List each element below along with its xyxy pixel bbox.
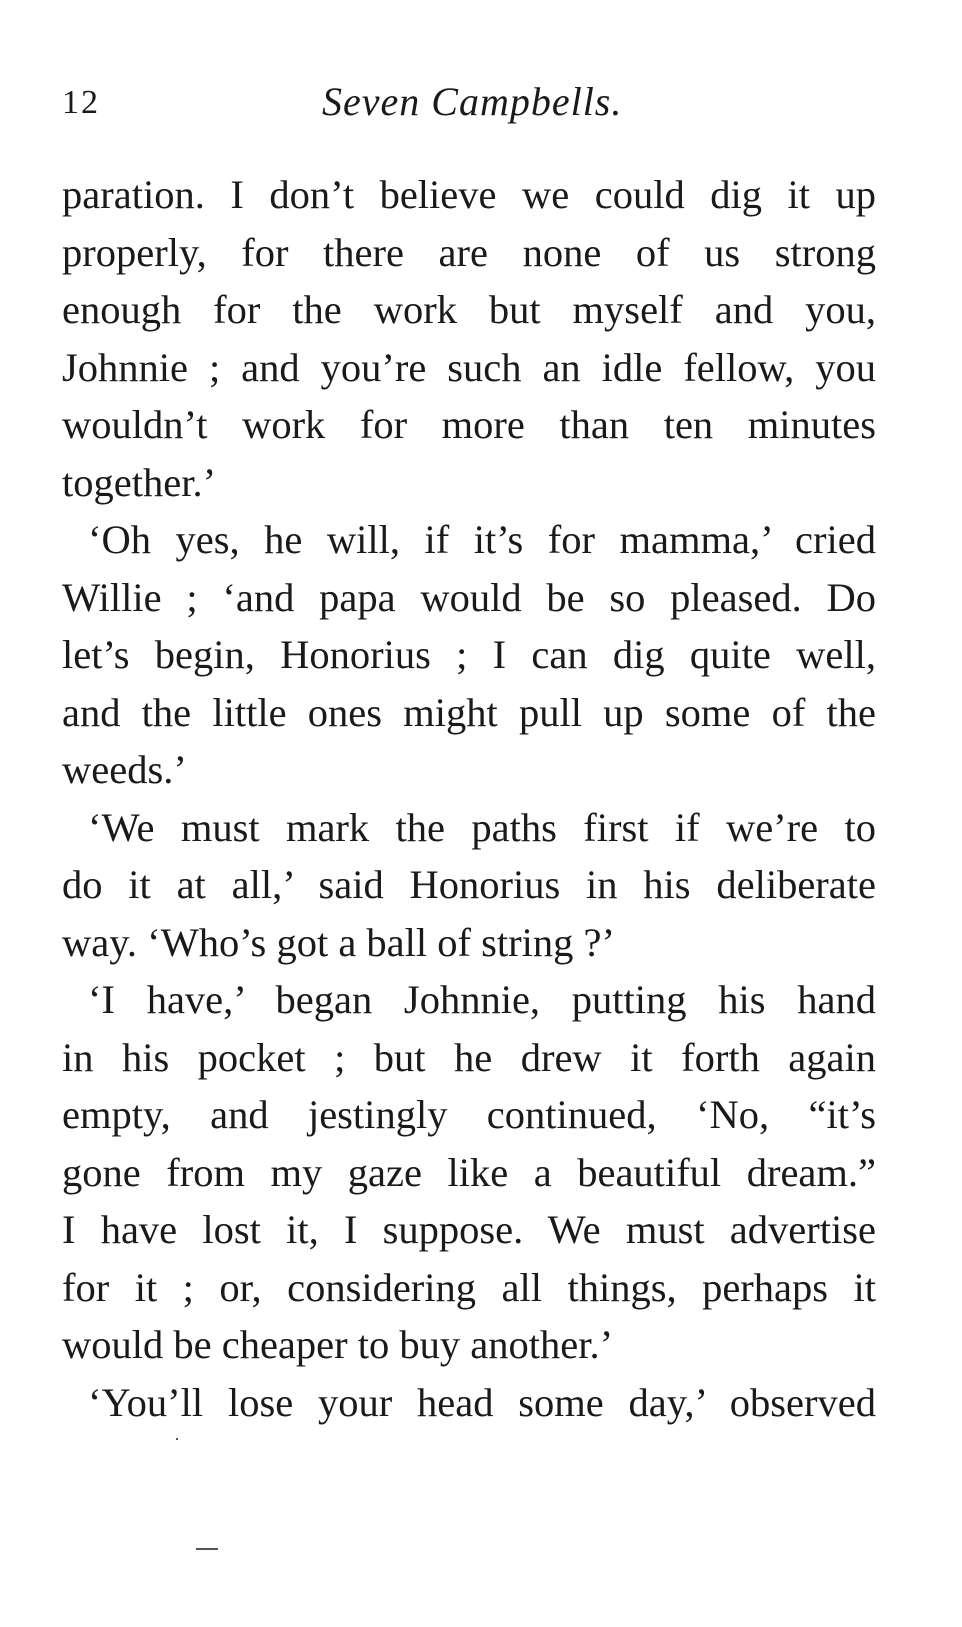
paragraph-5 xyxy=(62,1374,876,1432)
text-line: ‘I have,’ began Johnnie, putting his hand xyxy=(88,977,876,1022)
print-speck xyxy=(176,1438,178,1440)
text-line: do it at all,’ said Honorius in his deliberate xyxy=(62,862,876,907)
paragraph-1 xyxy=(62,166,876,511)
text-line: and the little ones might pull up some of the xyxy=(62,689,876,735)
text-line: Johnnie ; and you’re such an idle fellow, you xyxy=(62,344,876,390)
page-header xyxy=(62,78,882,138)
paragraph-3 xyxy=(62,799,876,972)
text-line: for it ; or, considering all things, perhaps it xyxy=(62,1264,876,1310)
text-line: I have lost it, I suppose. We must advertise xyxy=(62,1207,876,1252)
text-line: empty, and jestingly continued, ‘No, “it’s xyxy=(62,1092,876,1137)
text-line: ‘You’ll lose your head some day,’ observed xyxy=(88,1379,876,1425)
text-line: ‘Oh yes, he will, if it’s for mamma,’ cried xyxy=(88,517,876,562)
page-number: 12 xyxy=(62,84,100,121)
text-line: Willie ; ‘and papa would be so pleased. Do xyxy=(62,574,876,620)
text-line: weeds.’ xyxy=(62,747,187,792)
text-line: gone from my gaze like a beautiful dream.” xyxy=(62,1149,876,1195)
text-line: wouldn’t work for more than ten minutes xyxy=(62,402,876,447)
text-line: would be cheaper to buy another.’ xyxy=(62,1322,614,1367)
paragraph-4 xyxy=(62,971,876,1374)
text-line: properly, for there are none of us strong xyxy=(62,229,876,275)
body-text xyxy=(62,166,876,1431)
paragraph-2 xyxy=(62,511,876,799)
text-line: paration. I don’t believe we could dig it up xyxy=(62,172,876,217)
text-line: enough for the work but myself and you, xyxy=(62,287,876,332)
text-line: let’s begin, Honorius ; I can dig quite well, xyxy=(62,632,876,677)
running-title: Seven Campbells. xyxy=(322,79,623,124)
text-line: way. ‘Who’s got a ball of string ?’ xyxy=(62,919,615,965)
print-speck xyxy=(196,1548,218,1550)
text-line: together.’ xyxy=(62,459,217,505)
text-line: ‘We must mark the paths first if we’re to xyxy=(88,804,876,850)
text-line: in his pocket ; but he drew it forth again xyxy=(62,1034,876,1080)
